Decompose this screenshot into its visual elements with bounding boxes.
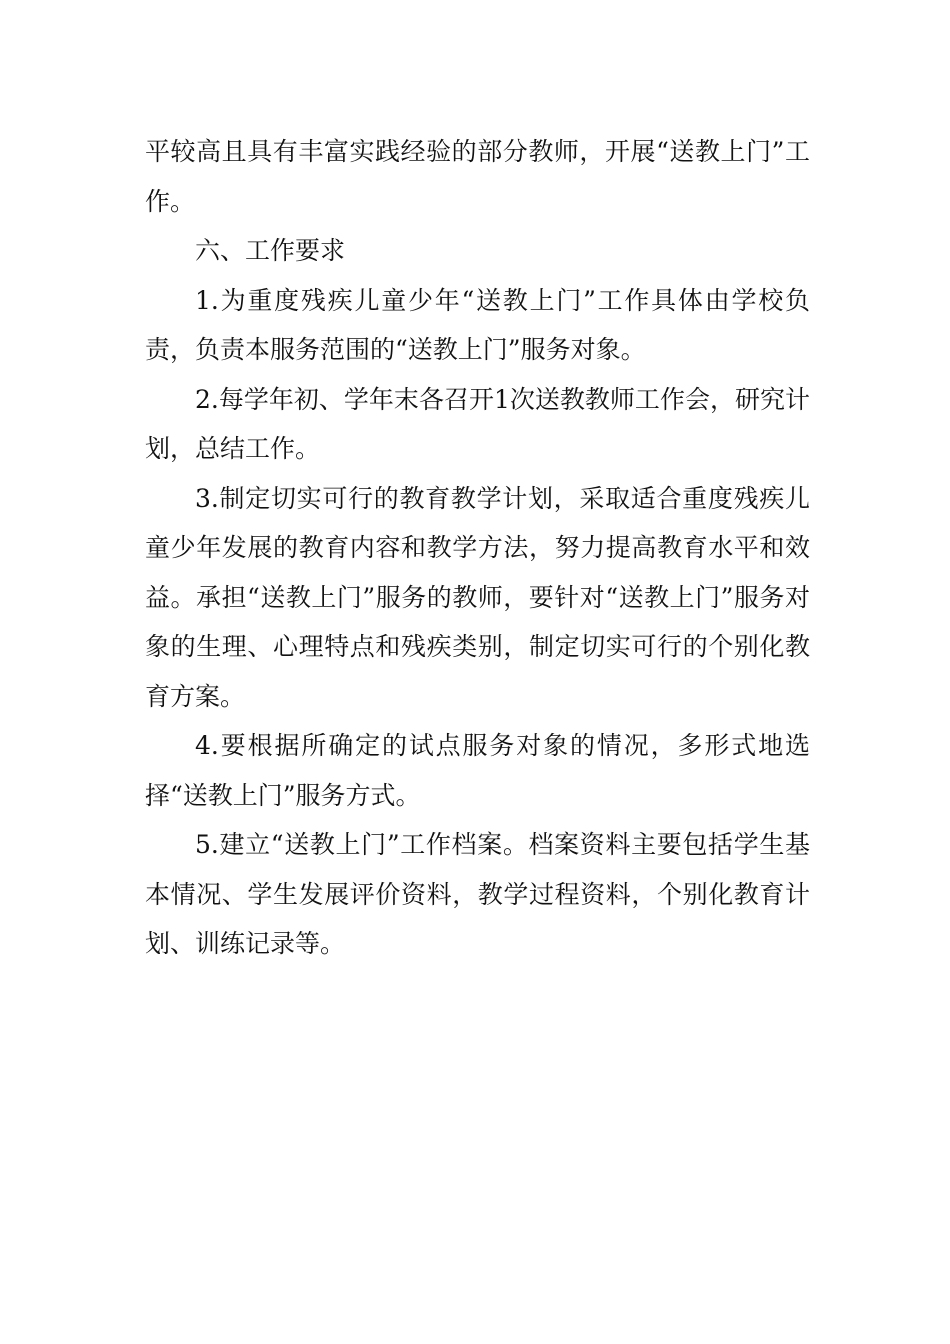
- document-body: [145, 127, 810, 969]
- paragraph-continuation: 平较高且具有丰富实践经验的部分教师，开展“送教上门”工作。: [145, 137, 810, 216]
- requirement-item-1: 1.为重度残疾儿童少年“送教上门”工作具体由学校负责，负责本服务范围的“送教上门”服务对象。: [145, 285, 810, 364]
- requirement-item-2: 2.每学年初、学年末各召开1次送教教师工作会，研究计划，总结工作。: [145, 384, 810, 463]
- requirement-item-4: 4.要根据所确定的试点服务对象的情况，多形式地选择“送教上门”服务方式。: [145, 731, 810, 810]
- requirement-item-5: 5.建立“送教上门”工作档案。档案资料主要包括学生基本情况、学生发展评价资料，教学过程资料，个别化教育计划、训练记录等。: [145, 830, 810, 958]
- requirement-item-3: 3.制定切实可行的教育教学计划，采取适合重度残疾儿童少年发展的教育内容和教学方法，努力提高教育水平和效益。承担“送教上门”服务的教师，要针对“送教上门”服务对象的生理、心理特点和残疾类别，制定切实可行的个别化教育方案。: [145, 483, 810, 711]
- section-heading-work-requirements: 六、工作要求: [195, 236, 346, 265]
